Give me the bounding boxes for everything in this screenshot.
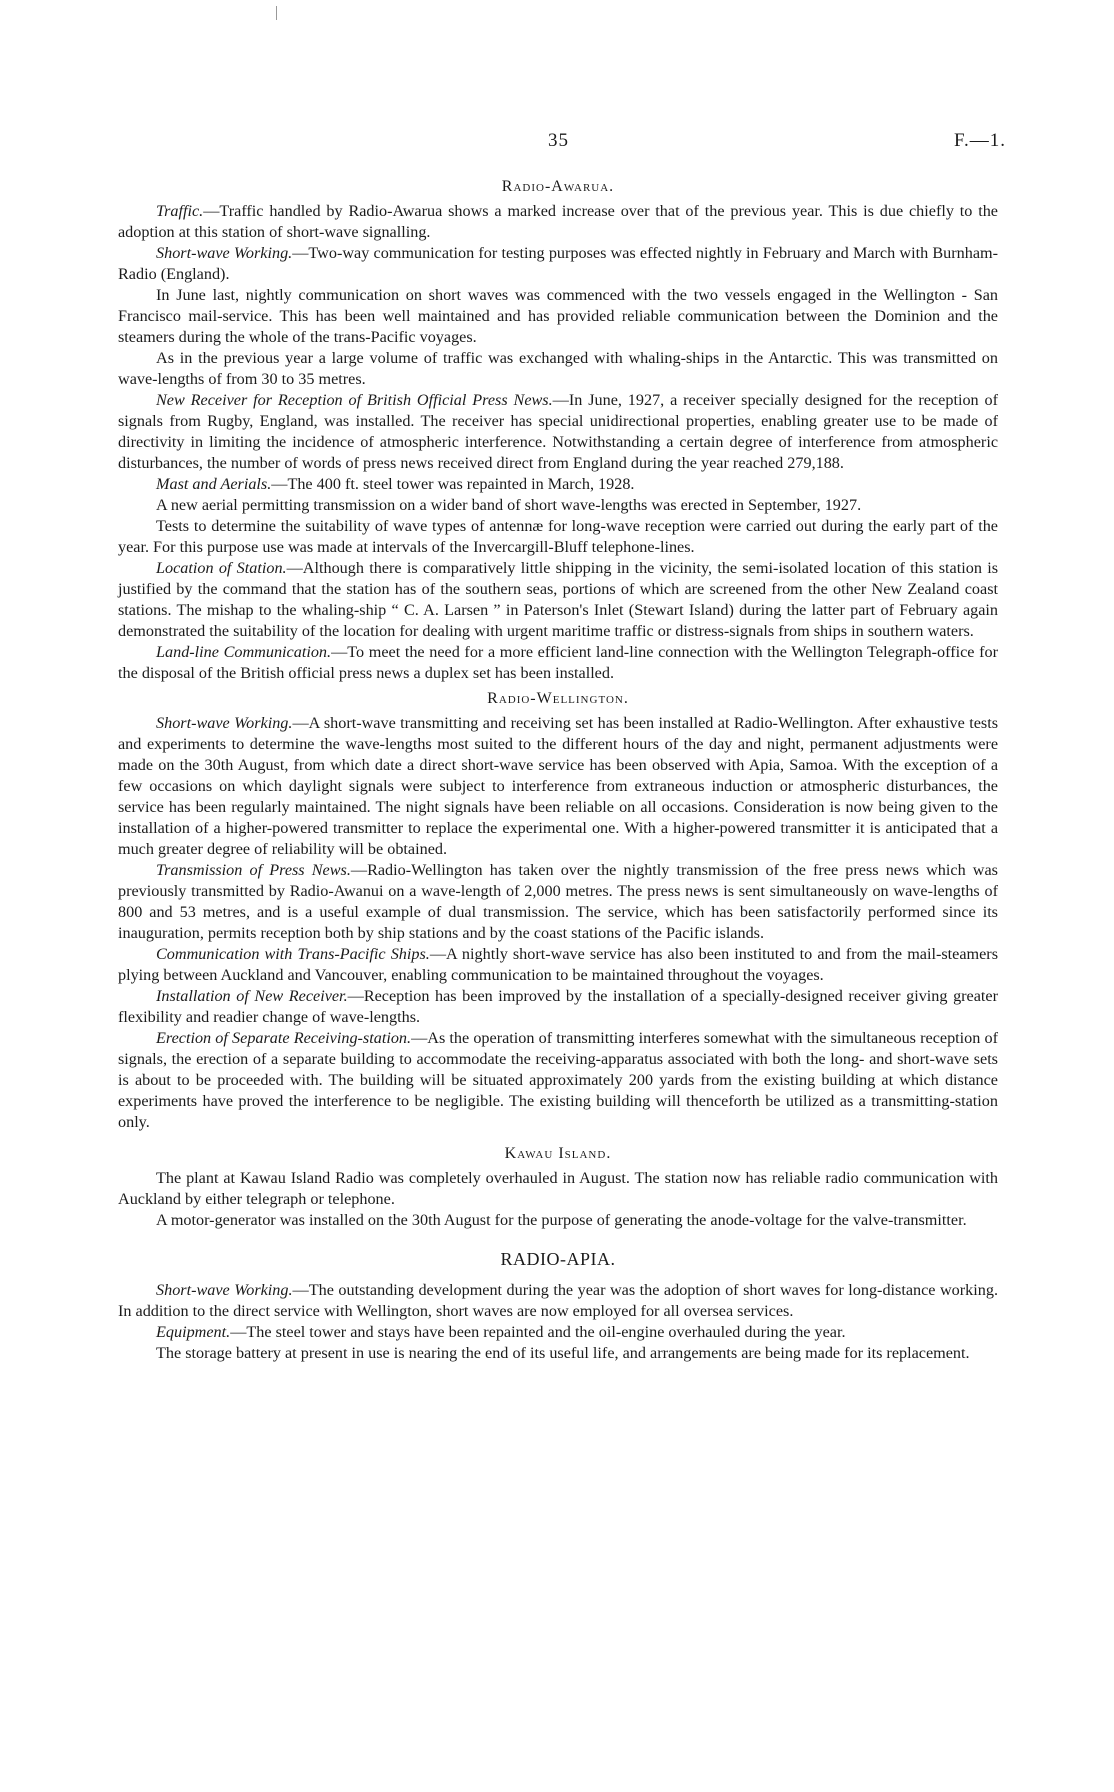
paragraph (118, 944, 998, 986)
paragraph (118, 986, 998, 1028)
paragraph-title: Short-wave Working. (156, 244, 293, 262)
paragraph-text: —A short-wave transmitting and receiving set has been installed at Radio-Wellington. After exhaustive tests and experiments to determine the wave-lengths most suited to the different hours of the day and night, permanent adjustments were made on the 30th August, from which date a direct short-wave service has been observed with Apia, Samoa. With the exception of a few occasions on which daylight signals were subject to interference from extraneous induction or atmospheric disturbances, the service has been regularly maintained. The night signals have been reliable on all occasions. Consideration is now being given to the installation of a higher-powered transmitter to replace the experimental one. With a higher-powered transmitter it is anticipated that a much greater degree of reliability will be obtained. (118, 714, 998, 858)
paragraph-text: —In June, 1927, a receiver specially designed for the reception of signals from Rugby, England, was installed. The receiver has special unidirectional properties, enabling greater use to be made of directivity in limiting the incidence of atmospheric interference. Notwithstanding a certain degree of interference from atmospheric disturbances, the number of words of press news received direct from England during the year reached 279,188. (118, 391, 998, 472)
paragraph-title: New Receiver for Reception of British Official Press News. (156, 391, 553, 409)
paragraph (118, 1280, 998, 1322)
paragraph-text: —As the operation of transmitting interferes somewhat with the simultaneous reception of signals, the erection of a separate building to accommodate the receiving-apparatus associated with both the long- and short-wave sets is about to be proceeded with. The building will be situated approximately 200 yards from the existing building at which distance experiments have proved the interference to be negligible. The existing building will thenceforth be utilized as a transmitting-station only. (118, 1029, 998, 1131)
paragraph-text: The storage battery at present in use is nearing the end of its useful life, and arrangements are being made for its replacement. (156, 1344, 970, 1362)
paragraph (118, 1343, 998, 1364)
section-radio-apia (118, 1249, 998, 1364)
page-header (0, 130, 1114, 154)
paragraph-text: —Two-way communication for testing purposes was effected nightly in February and March with Burnham-Radio (England). (118, 244, 998, 283)
page-number: 35 (548, 130, 569, 151)
paragraph (118, 1168, 998, 1210)
paragraph-title: Installation of New Receiver. (156, 987, 348, 1005)
paragraph-title: Transmission of Press News. (156, 861, 351, 879)
paragraph (118, 285, 998, 348)
paragraph-text: —Reception has been improved by the installation of a specially-designed receiver giving greater flexibility and readier change of wave-lengths. (118, 987, 998, 1026)
document-code: F.—1. (953, 130, 1006, 151)
paragraph-text: —Although there is comparatively little shipping in the vicinity, the semi-isolated location of this station is justified by the command that the station has of the southern seas, portions of which are screened from the other New Zealand coast stations. The mishap to the whaling-ship “ C. A. Larsen ” in Paterson's Inlet (Stewart Island) during the latter part of February again demonstrated the suitability of the location for dealing with urgent maritime traffic or distress-signals from ships in southern waters. (118, 559, 998, 640)
section-radio-awarua (118, 176, 998, 684)
paragraph-text: Tests to determine the suitability of wave types of antennæ for long-wave reception were carried out during the early part of the year. For this purpose use was made at intervals of the Invercargill-Bluff telephone-lines. (118, 517, 998, 556)
section-heading: Radio-Awarua. (501, 178, 615, 195)
paragraph-text: —Traffic handled by Radio-Awarua shows a marked increase over that of the previous year. This is due chiefly to the adoption at this station of short-wave signalling. (118, 202, 998, 241)
paragraph-title: Equipment. (156, 1323, 231, 1341)
paragraph-text: —Radio-Wellington has taken over the nightly transmission of the free press news which was previously transmitted by Radio-Awanui on a wave-length of 2,000 metres. The press news is sent simultaneously on wave-lengths of 800 and 53 metres, and is a useful example of dual transmission. The service, which has been satisfactorily performed since its inauguration, permits reception both by ship stations and by the coast stations of the Pacific islands. (118, 861, 998, 942)
paragraph-text: —A nightly short-wave service has also been instituted to and from the mail-steamers plying between Auckland and Vancouver, enabling communication to be maintained throughout the voyages. (118, 945, 998, 984)
paragraph-title: Location of Station. (156, 559, 287, 577)
paragraph (118, 1322, 998, 1343)
paragraph-text: —The outstanding development during the year was the adoption of short waves for long-distance working. In addition to the direct service with Wellington, short waves are now employed for all oversea services. (118, 1281, 998, 1320)
paragraph-title: Mast and Aerials. (156, 475, 272, 493)
section-heading: RADIO-APIA. (500, 1249, 616, 1269)
paragraph (118, 348, 998, 390)
paragraph-text: —The 400 ft. steel tower was repainted in March, 1928. (271, 475, 635, 493)
paragraph-text: A motor-generator was installed on the 30th August for the purpose of generating the anode-voltage for the valve-transmitter. (156, 1211, 967, 1229)
paragraph-text: The plant at Kawau Island Radio was completely overhauled in August. The station now has reliable radio communication with Auckland by either telegraph or telephone. (118, 1169, 998, 1208)
paragraph-text: As in the previous year a large volume of traffic was exchanged with whaling-ships in the Antarctic. This was transmitted on wave-lengths of from 30 to 35 metres. (118, 349, 998, 388)
paragraph-text: —The steel tower and stays have been repainted and the oil-engine overhauled during the year. (230, 1323, 846, 1341)
paragraph-text: In June last, nightly communication on short waves was commenced with the two vessels engaged in the Wellington - San Francisco mail-service. This has been well maintained and has provided reliable communication between the Dominion and the steamers during the whole of the trans-Pacific voyages. (118, 286, 998, 346)
section-heading: Kawau Island. (504, 1145, 612, 1162)
paragraph (118, 713, 998, 860)
page-margin-mark (276, 6, 277, 20)
paragraph (118, 1210, 998, 1231)
paragraph-title: Traffic. (156, 202, 204, 220)
paragraph (118, 642, 998, 684)
paragraph (118, 860, 998, 944)
section-radio-wellington (118, 688, 998, 1133)
section-kawau-island (118, 1143, 998, 1231)
paragraph-title: Land-line Communication. (156, 643, 332, 661)
paragraph-text: —To meet the need for a more efficient land-line connection with the Wellington Telegraph-office for the disposal of the British official press news a duplex set has been installed. (118, 643, 998, 682)
paragraph (118, 474, 998, 495)
paragraph (118, 495, 998, 516)
section-heading: Radio-Wellington. (487, 690, 629, 707)
paragraph (118, 243, 998, 285)
paragraph-title: Short-wave Working. (156, 1281, 293, 1299)
document-body (118, 176, 998, 1364)
paragraph-title: Erection of Separate Receiving-station. (156, 1029, 412, 1047)
paragraph (118, 390, 998, 474)
paragraph (118, 516, 998, 558)
paragraph-title: Short-wave Working. (156, 714, 293, 732)
paragraph-text: A new aerial permitting transmission on a wider band of short wave-lengths was erected in September, 1927. (156, 496, 862, 514)
paragraph-title: Communication with Trans-Pacific Ships. (156, 945, 430, 963)
paragraph (118, 1028, 998, 1133)
paragraph (118, 201, 998, 243)
paragraph (118, 558, 998, 642)
